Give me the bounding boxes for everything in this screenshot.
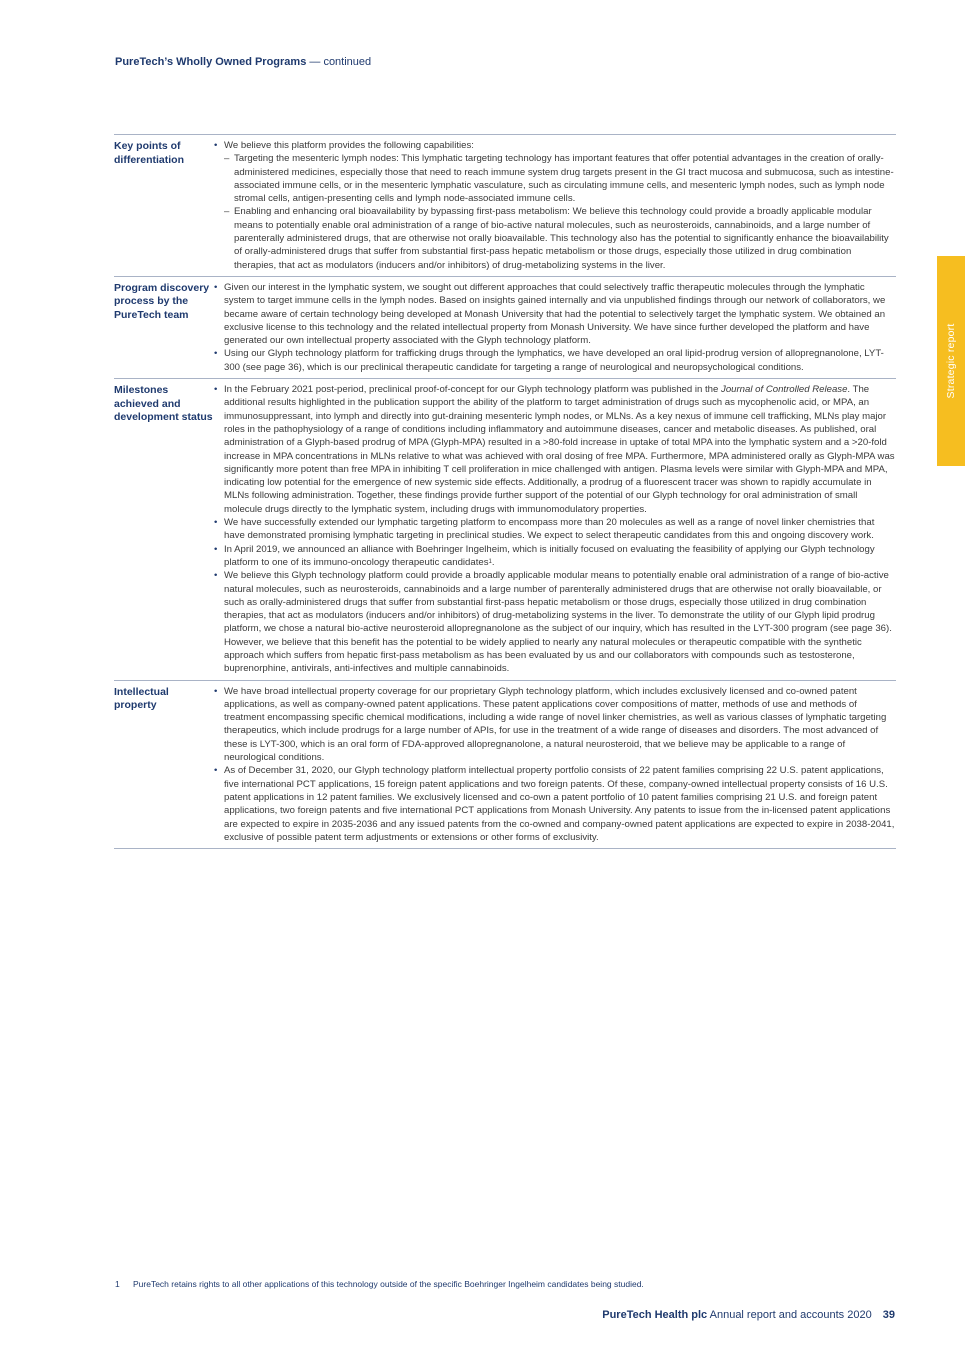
- bullet-item: • Given our interest in the lymphatic system, we sought out different approaches that could selectively traffic therapeutic molecules through the lymphatic system to target immune cells in the lymph nodes. Based on insights gained internally and via unpublished findings through our network of collaborators, we became aware of certain technology being developed at Monash University that had the potential to selectively target the lymphatic system. We obtained an exclusive license to this technology and the related intellectual property from Monash University. We have since further developed the platform and have generated our own intellectual property associated with the Glyph technology platform.: [214, 281, 896, 347]
- sub-item: [214, 205, 896, 271]
- bullet-end: .: [491, 556, 495, 568]
- bullet-item: • Using our Glyph technology platform for trafficking drugs through the lymphatics, we have developed an oral lipid-prodrug version of allopregnanolone, LYT-300 (see page 36), which is our preclinical therapeutic candidate for targeting a range of neurological and neuropsychological conditions.: [214, 347, 896, 374]
- company-name: PureTech Health plc: [602, 1309, 708, 1321]
- bullet-text: In April 2019, we announced an alliance with Boehringer Ingelheim, which is initially focused on evaluating the feasibility of applying our Glyph technology platform to one of its immuno-oncology therapeutic candidates: [224, 543, 875, 568]
- journal-title: Journal of Controlled Release: [721, 384, 848, 396]
- row-label: Key points of differentiation: [114, 140, 184, 166]
- sub-item-text: Enabling and enhancing oral bioavailability by bypassing first-pass metabolism: We believe this technology could provide a broadly applicable modular means to potentially enable oral administration of a range of bio-active natural molecules, such as neurosteroids, cannabinoids, and a large number of parenterally administered drugs, that are otherwise not orally bioavailable. This technology also has the potential to significantly enhance the bioavailability of orally-administered drugs that suffer from substantial first-pass hepatic metabolism or those drugs, especially those utilized in drug combination therapies, that act as modulators (inducers and/or inhibitors) of drug-metabolizing systems in the liver.: [234, 206, 889, 271]
- page-footer: [602, 1309, 895, 1321]
- row-label: Milestones achieved and development status: [114, 384, 213, 424]
- table-row-discovery: [114, 277, 896, 379]
- footnote: [115, 1279, 644, 1289]
- section-title-suffix: — continued: [306, 56, 372, 68]
- sub-item-text: Targeting the mesenteric lymph nodes: This lymphatic targeting technology has important features that offer potential advantages in the creation of orally-administered medicines, especially those that need to reach immune system drug targets present in the GI tract mucosa and submucosa, such as intestine-associated immune cells, or in the mesenteric lymphatic vasculature, such as circulating immune cells, and mesenteric lymph nodes, such as lymph node stromal cells, antigen-presenting cells and lymph node-associated immune cells.: [234, 153, 894, 205]
- row-body: [214, 139, 896, 272]
- bullet-item: • We believe this Glyph technology platform could provide a broadly applicable modular means to potentially enable oral administration of a range of bio-active natural molecules, such as neurosteroids, cannabinoids and a large number of parenterally administered drugs that are otherwise not orally bioavailable, or such as orally-administered drugs that suffer from substantial first-pass hepatic metabolism or those drugs, especially those utilized in drug combination therapies, that act as modulators (inducers and/or inhibitors) of drug-metabolizing systems in the liver. To demonstrate the utility of our Glyph lipid prodrug platform, we chose a natural bio-active neurosteroid allopregnanolone as the subject of our inquiry, which has resulted in the LYT-300 program (see page 36). However, we believe that this benefit has the potential to be widely applied to nearly any natural molecules or therapeutic compatible with the synthetic approach which suffers from hepatic first-pass metabolism as has been evaluated by us and our collaborators with compounds such as testosterone, buprenorphine, antivirals, anti-infectives and multiple cannabinoids.: [214, 569, 896, 675]
- bullet-text: . The additional results highlighted in the publication support the ability of the platform to target administration of drugs such as mycophenolic acid, or MPA, an immunosuppressant, into lymph and directly into gut-draining mesenteric lymph nodes, or MLNs. As a key nexus of immune cell trafficking, MLNs play major roles in the pathophysiology of a range of conditions including inflammatory and autoimmune diseases, cancer and metabolic diseases. As published, oral administration of a Glyph-based prodrug of MPA (Glyph-MPA) resulted in a >80-fold increase in uptake of total MPA into the lymphatic system and a >20-fold increase in MPA concentrations in MLNs relative to what was achieved with oral dosing of free MPA. Furthermore, MPA administered orally as Glyph-MPA was significantly more potent than free MPA in inhibiting T cell proliferation in mice challenged with antigen. Plasma levels were similar with Glyph-MPA and MPA, indicating low potential for the emergence of new systemic side effects. Additionally, a prodrug of a fluorescent tracer was shown to rapidly accumulate in MLNs following administration. Together, these findings provide further support of the potential of our Glyph technology for oral administration of small molecule drugs directly to the lymphatic system, including drugs with immunomodulatory properties.: [224, 384, 895, 515]
- table-row-ip: [114, 681, 896, 850]
- sub-item: [214, 152, 896, 205]
- table-row-differentiation: [114, 135, 896, 277]
- dash-marker: –: [224, 206, 230, 218]
- table-row-milestones: [114, 379, 896, 681]
- footnote-ref: 1: [488, 558, 492, 565]
- row-body: [214, 383, 896, 676]
- bullet-text: In the February 2021 post-period, preclinical proof-of-concept for our Glyph technology platform was published in the: [224, 384, 722, 396]
- section-title: PureTech’s Wholly Owned Programs: [115, 56, 307, 68]
- row-label: Intellectual property: [114, 685, 169, 712]
- bullet-item: [214, 383, 896, 516]
- strategic-report-tab: [937, 256, 965, 466]
- bullet-item: • We have successfully extended our lymphatic targeting platform to encompass more than 20 molecules as well as a range of novel linker chemistries that have demonstrated promising lymphatic targeting in preclinical studies. We expect to select therapeutic candidates from this and ongoing discovery work.: [214, 516, 896, 543]
- row-body: [214, 685, 896, 845]
- footnote-number: 1: [115, 1279, 120, 1289]
- bullet-item: [214, 543, 896, 570]
- bullet-item: • We have broad intellectual property coverage for our proprietary Glyph technology platform, which includes exclusively licensed and co-owned patent applications, as well as company-owned patent applications. These patent applications cover compositions of matter, methods of use and methods of treatment encompassing specific chemical modifications, including a wide range of novel linker chemistries, as well as various classes of lymphatic targeting therapeutics, which include prodrugs for a large number of APIs, for use in the treatment of a wide range of diseases and disorders. The most advanced of these is LYT-300, which is an oral form of FDA-approved allopregnanolone, a natural neurosteroid, that we believe may be applicable to a range of neurological conditions.: [214, 685, 896, 765]
- page-header: [115, 56, 371, 68]
- side-tab-label: Strategic report: [945, 323, 957, 399]
- bullet-item: • As of December 31, 2020, our Glyph technology platform intellectual property portfolio consists of 22 patent families comprising 22 U.S. patent applications, five international PCT applications, 15 foreign patent applications and two foreign patents. Of these, company-owned intellectual property consists of 16 U.S. patent applications in 12 patent families. We exclusively licensed and co-own a patent portfolio of 10 patent families comprising 21 U.S. and foreign patent applications, two foreign patents and five international PCT applications from Monash University. Any patents to issue from the in-licensed patent applications are expected to expire in 2035-2036 and any issued patents from the co-owned and company-owned patent applications are expected to expire in 2038-2041, exclusive of possible patent term adjustments or extensions or other forms of exclusivity.: [214, 764, 896, 844]
- program-details-table: [114, 134, 896, 849]
- row-label: Program discovery process by the PureTech team: [114, 281, 210, 321]
- page-number: 39: [882, 1309, 895, 1321]
- row-body: [214, 281, 896, 374]
- bullet-item: • We believe this platform provides the following capabilities:: [214, 139, 896, 152]
- footnote-text: PureTech retains rights to all other applications of this technology outside of the specific Boehringer Ingelheim candidates being studied.: [133, 1279, 644, 1289]
- dash-marker: –: [224, 153, 230, 165]
- report-name: Annual report and accounts 2020: [709, 1309, 872, 1321]
